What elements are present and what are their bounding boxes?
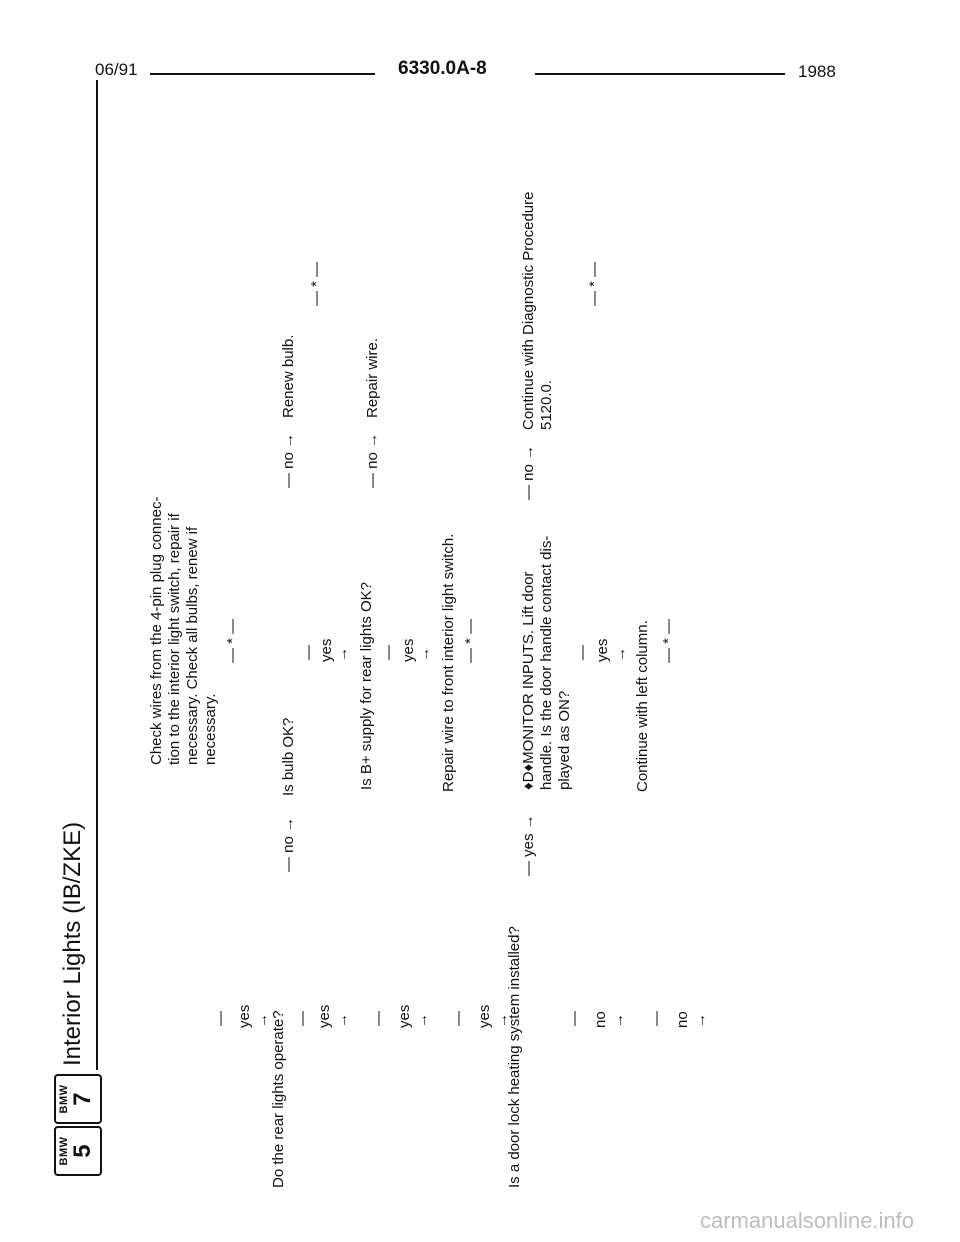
- continue-diag-line: Continue with Diagnostic Procedure: [520, 191, 537, 430]
- yes-label: yes: [236, 1004, 253, 1028]
- question-rear-lights: Do the rear lights operate?: [270, 1010, 287, 1188]
- yes-label: yes: [594, 638, 611, 662]
- yes-label: yes: [396, 1004, 413, 1028]
- monitor-line: handle. Is the door handle contact dis-: [538, 535, 555, 790]
- monitor-line: ♦D♦MONITOR INPUTS. Lift door: [520, 571, 537, 790]
- question-bplus-supply: Is B+ supply for rear lights OK?: [358, 581, 375, 790]
- check-wires-text: [148, 497, 220, 765]
- connector-bar: —: [212, 1011, 229, 1026]
- yes-label: yes: [318, 638, 335, 662]
- answer-repair-front-switch: Repair wire to front interior light switch.: [440, 533, 457, 792]
- answer-repair-wire: Repair wire.: [364, 337, 381, 418]
- question-door-lock-heating: Is a door lock heating system installed?: [506, 926, 523, 1188]
- arrow-icon: →: [334, 1013, 351, 1028]
- monitor-line: played as ON?: [556, 690, 573, 790]
- yes-label: yes: [400, 638, 417, 662]
- arrow-icon: →: [612, 647, 629, 662]
- end-mark-check-wires: — * —: [224, 618, 241, 663]
- connector-bar: —: [450, 1011, 467, 1026]
- no-arrow: — no →: [520, 444, 537, 500]
- header-date: 06/91: [95, 60, 138, 79]
- section-title: Interior Lights (IB/ZKE): [59, 821, 86, 1066]
- arrow-icon: →: [692, 1013, 709, 1028]
- monitor-inputs-text: [520, 536, 574, 790]
- connector-bar: —: [566, 1011, 583, 1026]
- no-arrow: — no →: [280, 432, 297, 488]
- badge-brand-label: BMW: [58, 1136, 70, 1166]
- header-rule-left: [150, 73, 375, 75]
- connector-bar: —: [574, 645, 591, 660]
- arrow-icon: →: [416, 647, 433, 662]
- connector-bar: —: [380, 645, 397, 660]
- badge-bmw-7: [54, 1074, 102, 1124]
- continue-left-column: Continue with left column.: [634, 620, 651, 792]
- page-code: 6330.0A-8: [398, 58, 487, 79]
- arrow-icon: →: [494, 1013, 511, 1028]
- badge-number: 7: [69, 1092, 96, 1106]
- arrow-icon: →: [414, 1013, 431, 1028]
- connector-bar: —: [648, 1011, 665, 1026]
- yes-label: yes: [316, 1004, 333, 1028]
- connector-bar: —: [294, 1011, 311, 1026]
- question-bulb-ok: Is bulb OK?: [280, 717, 297, 796]
- badge-number: 5: [69, 1144, 96, 1158]
- check-wires-line: tion to the interior light switch, repair if: [166, 513, 183, 765]
- watermark: carmanualsonline.info: [700, 1208, 915, 1233]
- continue-diagnostic-text: [520, 192, 556, 430]
- arrow-icon: →: [334, 647, 351, 662]
- end-mark-repair-front: — * —: [462, 618, 479, 663]
- header-year: 1988: [798, 62, 836, 81]
- arrow-icon: →: [610, 1013, 627, 1028]
- end-mark-continue-left: — * —: [660, 618, 677, 663]
- check-wires-line: necessary.: [202, 693, 219, 765]
- arrow-icon: →: [254, 1013, 271, 1028]
- sidebar-rule: [96, 80, 98, 1070]
- continue-diag-line: 5120.0.: [538, 379, 555, 430]
- connector-bar: —: [370, 1011, 387, 1026]
- badge-bmw-5: [54, 1126, 102, 1176]
- badge-brand-label: BMW: [58, 1084, 70, 1114]
- answer-renew-bulb: Renew bulb.: [280, 334, 297, 418]
- no-arrow: — no →: [364, 432, 381, 488]
- no-label: no: [674, 1011, 691, 1028]
- no-arrow: — no →: [280, 816, 297, 872]
- check-wires-line: necessary. Check all bulbs, renew if: [184, 526, 201, 765]
- no-label: no: [592, 1011, 609, 1028]
- end-mark-renew-bulb: — * —: [308, 261, 325, 306]
- yes-arrow: — yes →: [520, 814, 537, 876]
- header-rule-right: [535, 73, 785, 75]
- check-wires-line: Check wires from the 4-pin plug connec-: [148, 496, 165, 765]
- end-mark-continue-diag: — * —: [586, 261, 603, 306]
- connector-bar: —: [300, 645, 317, 660]
- yes-label: yes: [476, 1004, 493, 1028]
